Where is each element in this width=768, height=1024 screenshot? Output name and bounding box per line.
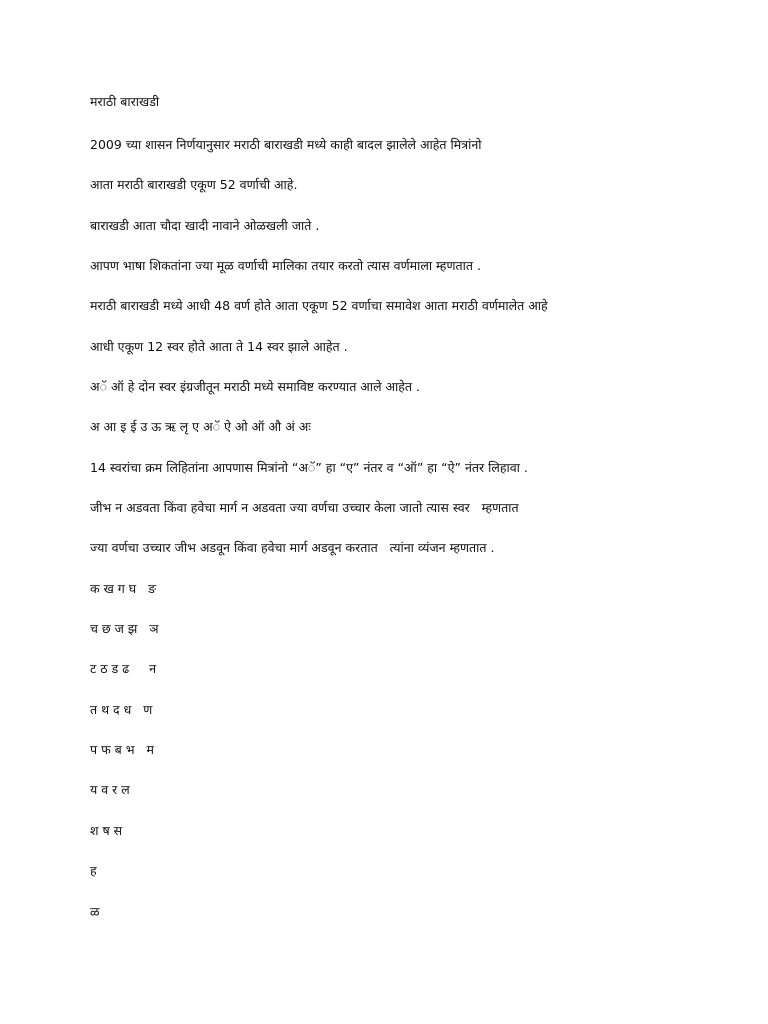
document-title: मराठी बाराखडी bbox=[90, 94, 160, 109]
consonant-row: क ख ग घ ङ bbox=[90, 581, 157, 596]
paragraph-line: ज्या वर्णचा उच्चार जीभ अडवून किंवा हवेचा मार्ग अडवून करतात त्यांना व्यंजन म्हणतात . bbox=[90, 540, 495, 555]
paragraph-line: आपण भाषा शिकतांना ज्या मूळ वर्णाची मालिका तयार करतो त्यास वर्णमाला म्हणतात . bbox=[90, 258, 481, 273]
paragraph-line: आता मराठी बाराखडी एकूण 52 वर्णाची आहे. bbox=[90, 177, 298, 192]
paragraph-line: अॅ ऑ हे दोन स्वर इंग्रजीतून मराठी मध्ये समाविष्ट करण्यात आले आहेत . bbox=[90, 379, 421, 394]
vowel-list: अ आ इ ई उ ऊ ऋ लृ ए अॅ ऐ ओ ऑ औ अं अः bbox=[90, 419, 311, 434]
consonant-row: श ष स bbox=[90, 823, 123, 838]
consonant-row: प फ ब भ म bbox=[90, 742, 154, 757]
paragraph-line: मराठी बाराखडी मध्ये आधी 48 वर्ण होते आता एकूण 52 वर्णाचा समावेश आता मराठी वर्णमालेत आहे bbox=[90, 298, 548, 313]
consonant-row: त थ द ध ण bbox=[90, 702, 153, 717]
consonant-row: ह bbox=[90, 863, 97, 878]
paragraph-line: 2009 च्या शासन निर्णयानुसार मराठी बाराखडी मध्ये काही बादल झालेले आहेत मित्रांनो bbox=[90, 137, 482, 152]
consonant-row: य व र ल bbox=[90, 782, 130, 797]
consonant-row: च छ ज झ ञ bbox=[90, 621, 159, 636]
paragraph-line: 14 स्वरांचा क्रम लिहितांना आपणास मित्रांनो “अॅ” हा “ए” नंतर व “ऑ” हा “ऐ” नंतर लिहावा . bbox=[90, 460, 528, 475]
paragraph-line: आधी एकूण 12 स्वर होते आता ते 14 स्वर झाले आहेत . bbox=[90, 339, 348, 354]
consonant-row: ट ठ ड ढ न bbox=[90, 661, 157, 676]
consonant-row: ळ bbox=[90, 904, 100, 919]
paragraph-line: जीभ न अडवता किंवा हवेचा मार्ग न अडवता ज्या वर्णचा उच्चार केला जातो त्यास स्वर म्हणतात bbox=[90, 500, 519, 515]
paragraph-line: बाराखडी आता चौदा खादी नावाने ओळखली जाते . bbox=[90, 218, 320, 233]
